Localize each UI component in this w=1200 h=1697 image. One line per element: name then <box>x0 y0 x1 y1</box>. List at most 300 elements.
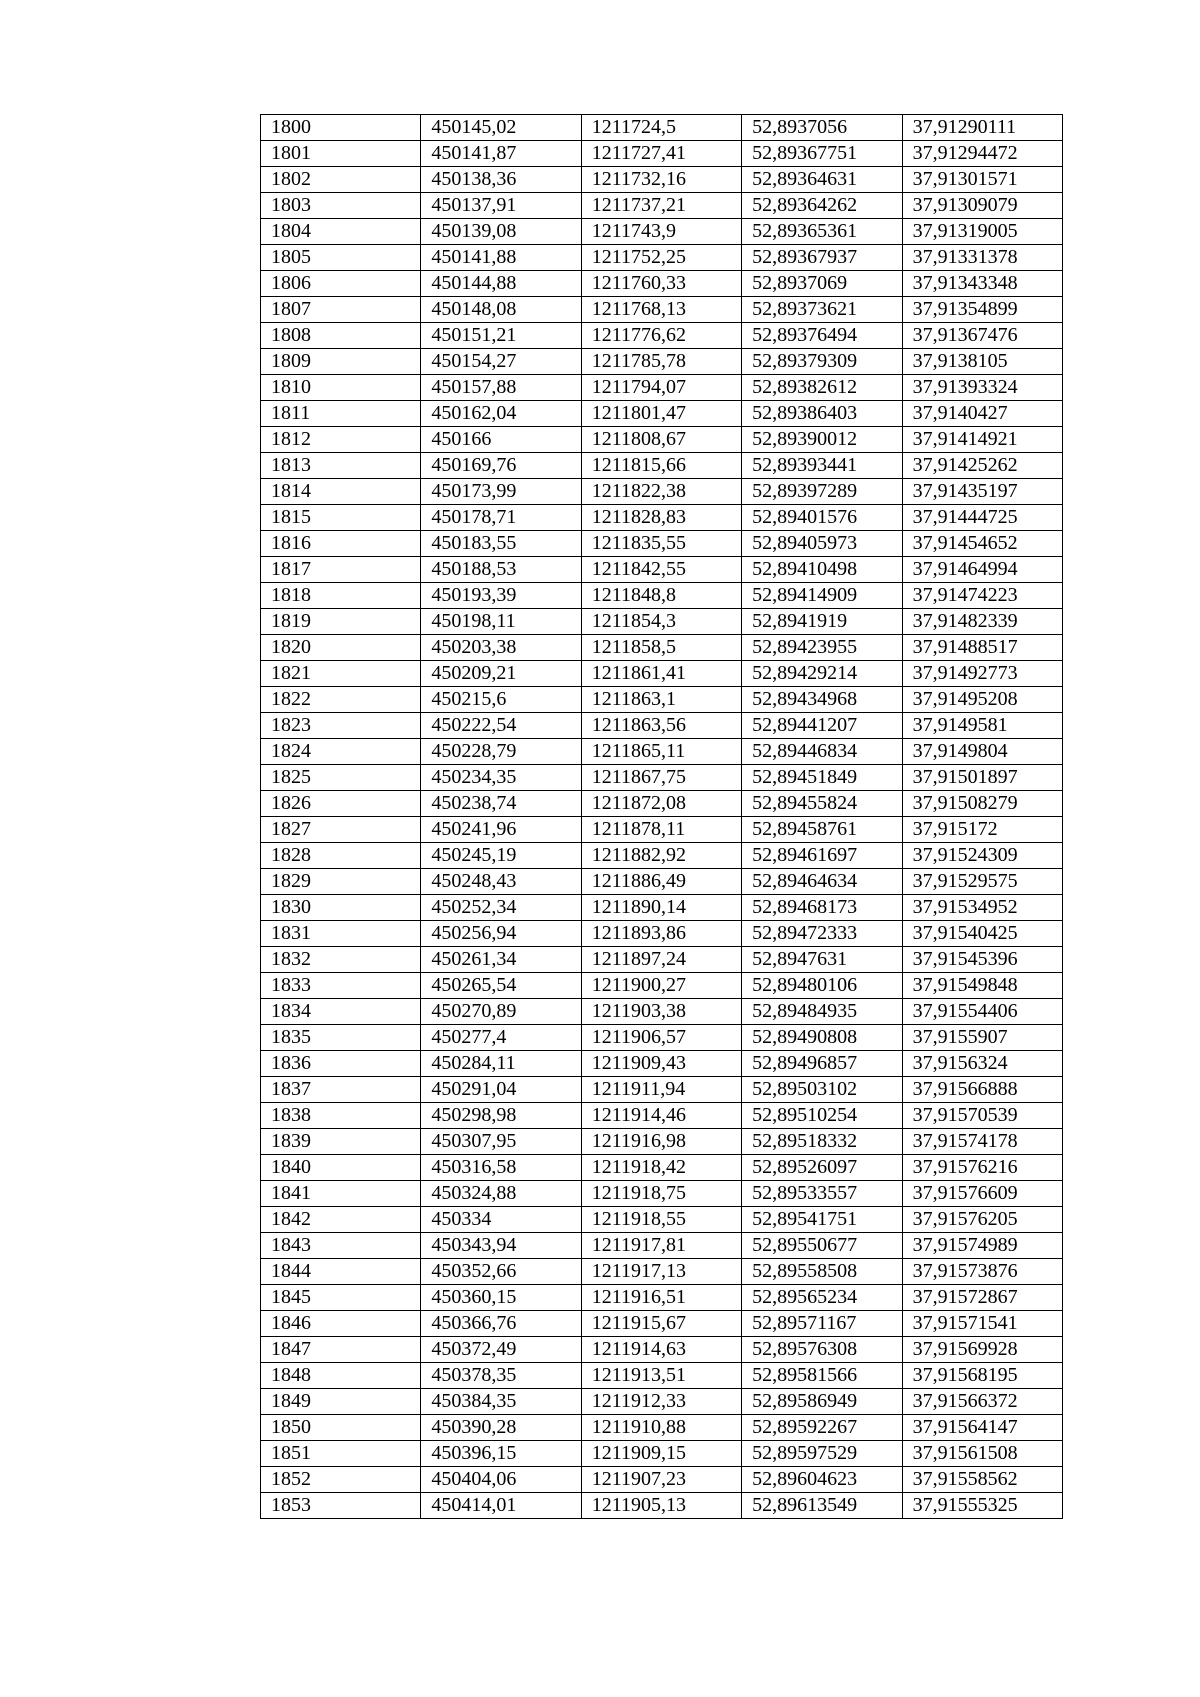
coord-y-cell: 1211914,46 <box>581 1103 741 1129</box>
table-row <box>261 869 1063 895</box>
coord-y-cell: 1211861,41 <box>581 661 741 687</box>
latitude-cell: 52,89364631 <box>742 167 902 193</box>
latitude-cell: 52,89480106 <box>742 973 902 999</box>
point-number-cell: 1835 <box>261 1025 421 1051</box>
coord-x-cell: 450157,88 <box>421 375 581 401</box>
coord-y-cell: 1211752,25 <box>581 245 741 271</box>
longitude-cell: 37,91576205 <box>902 1207 1062 1233</box>
coord-y-cell: 1211900,27 <box>581 973 741 999</box>
coord-x-cell: 450316,58 <box>421 1155 581 1181</box>
latitude-cell: 52,8947631 <box>742 947 902 973</box>
latitude-cell: 52,8941919 <box>742 609 902 635</box>
point-number-cell: 1816 <box>261 531 421 557</box>
latitude-cell: 52,89592267 <box>742 1415 902 1441</box>
coord-y-cell: 1211737,21 <box>581 193 741 219</box>
coord-x-cell: 450360,15 <box>421 1285 581 1311</box>
latitude-cell: 52,89429214 <box>742 661 902 687</box>
table-row <box>261 1181 1063 1207</box>
point-number-cell: 1845 <box>261 1285 421 1311</box>
latitude-cell: 52,89434968 <box>742 687 902 713</box>
coord-x-cell: 450241,96 <box>421 817 581 843</box>
longitude-cell: 37,9149804 <box>902 739 1062 765</box>
coord-x-cell: 450169,76 <box>421 453 581 479</box>
point-number-cell: 1824 <box>261 739 421 765</box>
coord-y-cell: 1211732,16 <box>581 167 741 193</box>
table-row <box>261 1077 1063 1103</box>
point-number-cell: 1827 <box>261 817 421 843</box>
longitude-cell: 37,91569928 <box>902 1337 1062 1363</box>
longitude-cell: 37,91482339 <box>902 609 1062 635</box>
latitude-cell: 52,89461697 <box>742 843 902 869</box>
coord-y-cell: 1211776,62 <box>581 323 741 349</box>
point-number-cell: 1829 <box>261 869 421 895</box>
point-number-cell: 1846 <box>261 1311 421 1337</box>
latitude-cell: 52,89365361 <box>742 219 902 245</box>
coord-x-cell: 450277,4 <box>421 1025 581 1051</box>
table-row <box>261 479 1063 505</box>
coord-x-cell: 450144,88 <box>421 271 581 297</box>
latitude-cell: 52,8937056 <box>742 115 902 141</box>
point-number-cell: 1820 <box>261 635 421 661</box>
coord-y-cell: 1211858,5 <box>581 635 741 661</box>
longitude-cell: 37,91566372 <box>902 1389 1062 1415</box>
longitude-cell: 37,91309079 <box>902 193 1062 219</box>
longitude-cell: 37,91354899 <box>902 297 1062 323</box>
latitude-cell: 52,89414909 <box>742 583 902 609</box>
table-row <box>261 1233 1063 1259</box>
coord-y-cell: 1211890,14 <box>581 895 741 921</box>
coord-y-cell: 1211865,11 <box>581 739 741 765</box>
table-row <box>261 1493 1063 1519</box>
table-row <box>261 1441 1063 1467</box>
latitude-cell: 52,89382612 <box>742 375 902 401</box>
longitude-cell: 37,91454652 <box>902 531 1062 557</box>
coord-x-cell: 450198,11 <box>421 609 581 635</box>
coord-y-cell: 1211918,55 <box>581 1207 741 1233</box>
point-number-cell: 1852 <box>261 1467 421 1493</box>
table-row <box>261 817 1063 843</box>
point-number-cell: 1819 <box>261 609 421 635</box>
point-number-cell: 1803 <box>261 193 421 219</box>
coord-x-cell: 450256,94 <box>421 921 581 947</box>
coord-y-cell: 1211917,13 <box>581 1259 741 1285</box>
longitude-cell: 37,91571541 <box>902 1311 1062 1337</box>
coord-y-cell: 1211848,8 <box>581 583 741 609</box>
longitude-cell: 37,91414921 <box>902 427 1062 453</box>
latitude-cell: 52,89405973 <box>742 531 902 557</box>
latitude-cell: 52,89565234 <box>742 1285 902 1311</box>
point-number-cell: 1800 <box>261 115 421 141</box>
latitude-cell: 52,89518332 <box>742 1129 902 1155</box>
point-number-cell: 1813 <box>261 453 421 479</box>
table-row <box>261 1311 1063 1337</box>
latitude-cell: 52,89376494 <box>742 323 902 349</box>
latitude-cell: 52,89373621 <box>742 297 902 323</box>
coord-x-cell: 450324,88 <box>421 1181 581 1207</box>
latitude-cell: 52,89455824 <box>742 791 902 817</box>
table-row <box>261 739 1063 765</box>
coord-x-cell: 450178,71 <box>421 505 581 531</box>
longitude-cell: 37,915172 <box>902 817 1062 843</box>
coord-x-cell: 450145,02 <box>421 115 581 141</box>
table-row <box>261 375 1063 401</box>
table-row <box>261 401 1063 427</box>
coord-y-cell: 1211911,94 <box>581 1077 741 1103</box>
longitude-cell: 37,91290111 <box>902 115 1062 141</box>
longitude-cell: 37,91294472 <box>902 141 1062 167</box>
coord-x-cell: 450298,98 <box>421 1103 581 1129</box>
point-number-cell: 1826 <box>261 791 421 817</box>
point-number-cell: 1805 <box>261 245 421 271</box>
point-number-cell: 1804 <box>261 219 421 245</box>
coord-y-cell: 1211914,63 <box>581 1337 741 1363</box>
point-number-cell: 1806 <box>261 271 421 297</box>
latitude-cell: 52,89576308 <box>742 1337 902 1363</box>
latitude-cell: 52,89503102 <box>742 1077 902 1103</box>
coordinates-table <box>260 114 1063 1519</box>
coord-x-cell: 450307,95 <box>421 1129 581 1155</box>
longitude-cell: 37,91549848 <box>902 973 1062 999</box>
longitude-cell: 37,91545396 <box>902 947 1062 973</box>
latitude-cell: 52,89364262 <box>742 193 902 219</box>
longitude-cell: 37,91464994 <box>902 557 1062 583</box>
latitude-cell: 52,89472333 <box>742 921 902 947</box>
coord-y-cell: 1211863,1 <box>581 687 741 713</box>
coord-x-cell: 450173,99 <box>421 479 581 505</box>
table-row <box>261 1129 1063 1155</box>
coord-x-cell: 450222,54 <box>421 713 581 739</box>
table-row <box>261 349 1063 375</box>
longitude-cell: 37,91524309 <box>902 843 1062 869</box>
latitude-cell: 52,89397289 <box>742 479 902 505</box>
point-number-cell: 1836 <box>261 1051 421 1077</box>
latitude-cell: 52,89604623 <box>742 1467 902 1493</box>
longitude-cell: 37,91492773 <box>902 661 1062 687</box>
latitude-cell: 52,89393441 <box>742 453 902 479</box>
table-row <box>261 219 1063 245</box>
point-number-cell: 1812 <box>261 427 421 453</box>
longitude-cell: 37,91331378 <box>902 245 1062 271</box>
coord-x-cell: 450384,35 <box>421 1389 581 1415</box>
latitude-cell: 52,89410498 <box>742 557 902 583</box>
coord-y-cell: 1211917,81 <box>581 1233 741 1259</box>
latitude-cell: 52,89441207 <box>742 713 902 739</box>
coord-y-cell: 1211906,57 <box>581 1025 741 1051</box>
coord-x-cell: 450228,79 <box>421 739 581 765</box>
coord-y-cell: 1211905,13 <box>581 1493 741 1519</box>
longitude-cell: 37,9156324 <box>902 1051 1062 1077</box>
table-row <box>261 583 1063 609</box>
coord-x-cell: 450203,38 <box>421 635 581 661</box>
coord-y-cell: 1211913,51 <box>581 1363 741 1389</box>
table-row <box>261 635 1063 661</box>
longitude-cell: 37,91576609 <box>902 1181 1062 1207</box>
point-number-cell: 1853 <box>261 1493 421 1519</box>
longitude-cell: 37,9140427 <box>902 401 1062 427</box>
point-number-cell: 1823 <box>261 713 421 739</box>
latitude-cell: 52,89558508 <box>742 1259 902 1285</box>
coord-y-cell: 1211867,75 <box>581 765 741 791</box>
table-row <box>261 557 1063 583</box>
point-number-cell: 1849 <box>261 1389 421 1415</box>
longitude-cell: 37,91474223 <box>902 583 1062 609</box>
coord-y-cell: 1211828,83 <box>581 505 741 531</box>
coord-y-cell: 1211903,38 <box>581 999 741 1025</box>
coord-x-cell: 450265,54 <box>421 973 581 999</box>
latitude-cell: 52,89581566 <box>742 1363 902 1389</box>
point-number-cell: 1837 <box>261 1077 421 1103</box>
table-row <box>261 1207 1063 1233</box>
point-number-cell: 1831 <box>261 921 421 947</box>
coord-y-cell: 1211897,24 <box>581 947 741 973</box>
coord-y-cell: 1211909,15 <box>581 1441 741 1467</box>
table-row <box>261 1337 1063 1363</box>
latitude-cell: 52,89451849 <box>742 765 902 791</box>
coord-y-cell: 1211918,75 <box>581 1181 741 1207</box>
table-row <box>261 791 1063 817</box>
point-number-cell: 1822 <box>261 687 421 713</box>
coord-y-cell: 1211760,33 <box>581 271 741 297</box>
latitude-cell: 52,89379309 <box>742 349 902 375</box>
latitude-cell: 52,89550677 <box>742 1233 902 1259</box>
coord-y-cell: 1211909,43 <box>581 1051 741 1077</box>
coord-x-cell: 450141,87 <box>421 141 581 167</box>
table-row <box>261 1259 1063 1285</box>
coord-y-cell: 1211886,49 <box>581 869 741 895</box>
coord-x-cell: 450352,66 <box>421 1259 581 1285</box>
table-row <box>261 271 1063 297</box>
table-row <box>261 427 1063 453</box>
coord-y-cell: 1211801,47 <box>581 401 741 427</box>
latitude-cell: 52,89586949 <box>742 1389 902 1415</box>
coord-x-cell: 450378,35 <box>421 1363 581 1389</box>
coord-y-cell: 1211822,38 <box>581 479 741 505</box>
table-row <box>261 973 1063 999</box>
coord-y-cell: 1211915,67 <box>581 1311 741 1337</box>
point-number-cell: 1817 <box>261 557 421 583</box>
coord-x-cell: 450245,19 <box>421 843 581 869</box>
latitude-cell: 52,89468173 <box>742 895 902 921</box>
table-row <box>261 765 1063 791</box>
table-row <box>261 609 1063 635</box>
longitude-cell: 37,91367476 <box>902 323 1062 349</box>
coord-y-cell: 1211854,3 <box>581 609 741 635</box>
coord-x-cell: 450137,91 <box>421 193 581 219</box>
coord-y-cell: 1211808,67 <box>581 427 741 453</box>
table-row <box>261 115 1063 141</box>
coord-y-cell: 1211907,23 <box>581 1467 741 1493</box>
point-number-cell: 1839 <box>261 1129 421 1155</box>
longitude-cell: 37,91568195 <box>902 1363 1062 1389</box>
point-number-cell: 1833 <box>261 973 421 999</box>
coord-y-cell: 1211893,86 <box>581 921 741 947</box>
point-number-cell: 1850 <box>261 1415 421 1441</box>
coord-x-cell: 450183,55 <box>421 531 581 557</box>
coord-y-cell: 1211916,98 <box>581 1129 741 1155</box>
coord-y-cell: 1211785,78 <box>581 349 741 375</box>
coord-x-cell: 450414,01 <box>421 1493 581 1519</box>
coord-x-cell: 450291,04 <box>421 1077 581 1103</box>
table-row <box>261 453 1063 479</box>
table-row <box>261 245 1063 271</box>
point-number-cell: 1814 <box>261 479 421 505</box>
coord-x-cell: 450188,53 <box>421 557 581 583</box>
longitude-cell: 37,9138105 <box>902 349 1062 375</box>
coord-y-cell: 1211912,33 <box>581 1389 741 1415</box>
point-number-cell: 1842 <box>261 1207 421 1233</box>
coord-x-cell: 450162,04 <box>421 401 581 427</box>
table-row <box>261 1051 1063 1077</box>
longitude-cell: 37,91554406 <box>902 999 1062 1025</box>
coord-x-cell: 450248,43 <box>421 869 581 895</box>
coord-x-cell: 450366,76 <box>421 1311 581 1337</box>
table-row <box>261 895 1063 921</box>
longitude-cell: 37,91561508 <box>902 1441 1062 1467</box>
longitude-cell: 37,91319005 <box>902 219 1062 245</box>
latitude-cell: 52,89541751 <box>742 1207 902 1233</box>
table-row <box>261 843 1063 869</box>
table-row <box>261 167 1063 193</box>
table-row <box>261 531 1063 557</box>
latitude-cell: 52,89401576 <box>742 505 902 531</box>
point-number-cell: 1811 <box>261 401 421 427</box>
latitude-cell: 52,89597529 <box>742 1441 902 1467</box>
latitude-cell: 52,89571167 <box>742 1311 902 1337</box>
point-number-cell: 1808 <box>261 323 421 349</box>
point-number-cell: 1825 <box>261 765 421 791</box>
coord-x-cell: 450372,49 <box>421 1337 581 1363</box>
latitude-cell: 52,89613549 <box>742 1493 902 1519</box>
coord-x-cell: 450148,08 <box>421 297 581 323</box>
point-number-cell: 1815 <box>261 505 421 531</box>
longitude-cell: 37,9155907 <box>902 1025 1062 1051</box>
longitude-cell: 37,91425262 <box>902 453 1062 479</box>
table-row <box>261 921 1063 947</box>
longitude-cell: 37,91343348 <box>902 271 1062 297</box>
coord-x-cell: 450166 <box>421 427 581 453</box>
longitude-cell: 37,91488517 <box>902 635 1062 661</box>
table-row <box>261 1155 1063 1181</box>
longitude-cell: 37,91558562 <box>902 1467 1062 1493</box>
coord-x-cell: 450238,74 <box>421 791 581 817</box>
table-row <box>261 1285 1063 1311</box>
longitude-cell: 37,91566888 <box>902 1077 1062 1103</box>
longitude-cell: 37,91301571 <box>902 167 1062 193</box>
latitude-cell: 52,89464634 <box>742 869 902 895</box>
coord-y-cell: 1211916,51 <box>581 1285 741 1311</box>
table-row <box>261 1415 1063 1441</box>
table-row <box>261 1467 1063 1493</box>
coord-y-cell: 1211842,55 <box>581 557 741 583</box>
latitude-cell: 52,89490808 <box>742 1025 902 1051</box>
latitude-cell: 52,89510254 <box>742 1103 902 1129</box>
coord-x-cell: 450215,6 <box>421 687 581 713</box>
coord-y-cell: 1211872,08 <box>581 791 741 817</box>
table-row <box>261 1389 1063 1415</box>
longitude-cell: 37,91574178 <box>902 1129 1062 1155</box>
coord-x-cell: 450139,08 <box>421 219 581 245</box>
point-number-cell: 1847 <box>261 1337 421 1363</box>
point-number-cell: 1818 <box>261 583 421 609</box>
point-number-cell: 1844 <box>261 1259 421 1285</box>
coordinates-table-body <box>261 115 1063 1519</box>
latitude-cell: 52,89386403 <box>742 401 902 427</box>
point-number-cell: 1834 <box>261 999 421 1025</box>
coord-x-cell: 450343,94 <box>421 1233 581 1259</box>
point-number-cell: 1802 <box>261 167 421 193</box>
longitude-cell: 37,91435197 <box>902 479 1062 505</box>
latitude-cell: 52,8937069 <box>742 271 902 297</box>
coord-y-cell: 1211815,66 <box>581 453 741 479</box>
coord-x-cell: 450334 <box>421 1207 581 1233</box>
coord-x-cell: 450390,28 <box>421 1415 581 1441</box>
point-number-cell: 1810 <box>261 375 421 401</box>
longitude-cell: 37,91501897 <box>902 765 1062 791</box>
table-row <box>261 323 1063 349</box>
point-number-cell: 1807 <box>261 297 421 323</box>
longitude-cell: 37,91576216 <box>902 1155 1062 1181</box>
coord-y-cell: 1211724,5 <box>581 115 741 141</box>
table-row <box>261 1363 1063 1389</box>
latitude-cell: 52,89458761 <box>742 817 902 843</box>
table-row <box>261 141 1063 167</box>
table-row <box>261 1103 1063 1129</box>
latitude-cell: 52,89533557 <box>742 1181 902 1207</box>
latitude-cell: 52,89526097 <box>742 1155 902 1181</box>
point-number-cell: 1843 <box>261 1233 421 1259</box>
latitude-cell: 52,89367937 <box>742 245 902 271</box>
longitude-cell: 37,91555325 <box>902 1493 1062 1519</box>
table-row <box>261 505 1063 531</box>
longitude-cell: 37,91572867 <box>902 1285 1062 1311</box>
longitude-cell: 37,91508279 <box>902 791 1062 817</box>
coord-y-cell: 1211743,9 <box>581 219 741 245</box>
point-number-cell: 1809 <box>261 349 421 375</box>
latitude-cell: 52,89423955 <box>742 635 902 661</box>
coord-x-cell: 450234,35 <box>421 765 581 791</box>
coord-x-cell: 450138,36 <box>421 167 581 193</box>
coord-y-cell: 1211878,11 <box>581 817 741 843</box>
latitude-cell: 52,89390012 <box>742 427 902 453</box>
longitude-cell: 37,91534952 <box>902 895 1062 921</box>
point-number-cell: 1851 <box>261 1441 421 1467</box>
table-row <box>261 687 1063 713</box>
longitude-cell: 37,9149581 <box>902 713 1062 739</box>
coord-x-cell: 450404,06 <box>421 1467 581 1493</box>
coord-x-cell: 450151,21 <box>421 323 581 349</box>
longitude-cell: 37,91529575 <box>902 869 1062 895</box>
coord-x-cell: 450396,15 <box>421 1441 581 1467</box>
coord-y-cell: 1211910,88 <box>581 1415 741 1441</box>
coord-y-cell: 1211727,41 <box>581 141 741 167</box>
table-row <box>261 1025 1063 1051</box>
coord-x-cell: 450209,21 <box>421 661 581 687</box>
longitude-cell: 37,91573876 <box>902 1259 1062 1285</box>
point-number-cell: 1830 <box>261 895 421 921</box>
coord-y-cell: 1211863,56 <box>581 713 741 739</box>
table-row <box>261 713 1063 739</box>
coord-x-cell: 450284,11 <box>421 1051 581 1077</box>
latitude-cell: 52,89446834 <box>742 739 902 765</box>
coord-x-cell: 450193,39 <box>421 583 581 609</box>
coord-y-cell: 1211768,13 <box>581 297 741 323</box>
table-row <box>261 193 1063 219</box>
latitude-cell: 52,89367751 <box>742 141 902 167</box>
point-number-cell: 1841 <box>261 1181 421 1207</box>
coord-x-cell: 450270,89 <box>421 999 581 1025</box>
table-row <box>261 947 1063 973</box>
table-row <box>261 297 1063 323</box>
